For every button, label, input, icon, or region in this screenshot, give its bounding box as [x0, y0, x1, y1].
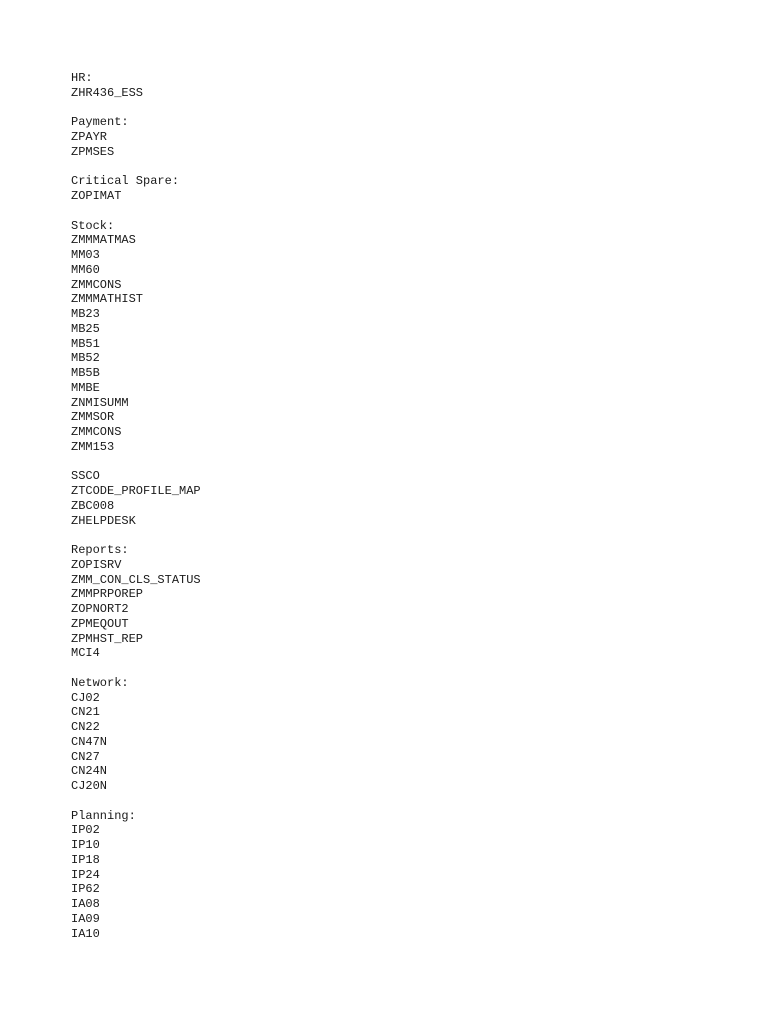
tcode-item: MCI4: [71, 646, 100, 661]
section-heading: Payment:: [71, 115, 129, 130]
document-page: [71, 71, 711, 956]
tcode-item: ZMMMATHIST: [71, 292, 144, 307]
tcode-item: ZPMEQOUT: [71, 616, 129, 631]
tcode-item: ZNMISUMM: [71, 395, 129, 410]
section-ssco: [71, 469, 711, 528]
tcode-item: IA08: [71, 897, 100, 911]
tcode-item: ZTCODE_PROFILE_MAP: [71, 484, 201, 498]
tcode-item: MMBE: [71, 380, 100, 395]
tcode-item: ZHELPDESK: [71, 513, 136, 528]
tcode-item: IP18: [71, 852, 100, 867]
tcode-item: IA09: [71, 911, 100, 926]
tcode-item: MB5B: [71, 366, 100, 380]
section-heading: Reports:: [71, 543, 129, 557]
tcode-item: IP62: [71, 882, 100, 897]
tcode-item: ZOPNORT2: [71, 602, 129, 616]
tcode-item: ZMM_CON_CLS_STATUS: [71, 572, 201, 587]
tcode-item: CN24N: [71, 764, 108, 779]
section-heading: HR:: [71, 71, 93, 85]
tcode-item: CJ02: [71, 690, 100, 705]
tcode-item: IP02: [71, 823, 100, 838]
section-hr: [71, 71, 711, 101]
tcode-item: ZMMSOR: [71, 410, 115, 425]
tcode-item: ZBC008: [71, 498, 115, 513]
section-heading: Planning:: [71, 808, 136, 823]
tcode-item: ZOPIMAT: [71, 189, 122, 203]
tcode-item: ZMMPRPOREP: [71, 587, 144, 602]
tcode-item: ZPMHST_REP: [71, 631, 144, 646]
section-stock: [71, 219, 711, 455]
section-planning: [71, 809, 711, 942]
section-reports: [71, 543, 711, 661]
section-critical-spare: [71, 174, 711, 204]
tcode-item: ZPMSES: [71, 144, 115, 159]
section-heading: SSCO: [71, 469, 100, 484]
tcode-item: ZMMCONS: [71, 277, 122, 292]
tcode-item: CN27: [71, 749, 100, 764]
section-heading: Stock:: [71, 218, 115, 233]
tcode-item: ZMMCONS: [71, 425, 122, 439]
tcode-item: CN21: [71, 705, 100, 720]
section-payment: [71, 115, 711, 159]
tcode-item: MB23: [71, 307, 100, 321]
section-heading: Network:: [71, 675, 129, 690]
section-heading: Critical Spare:: [71, 174, 180, 189]
tcode-item: IP10: [71, 838, 100, 852]
tcode-item: IA10: [71, 926, 100, 941]
tcode-item: CN47N: [71, 734, 108, 749]
tcode-item: CN22: [71, 720, 100, 734]
tcode-item: ZMMMATMAS: [71, 233, 136, 248]
tcode-item: ZHR436_ESS: [71, 85, 144, 100]
tcode-item: MM03: [71, 248, 100, 262]
tcode-item: MB51: [71, 336, 100, 351]
tcode-item: ZPAYR: [71, 130, 108, 144]
tcode-item: IP24: [71, 867, 100, 882]
tcode-item: CJ20N: [71, 779, 108, 793]
tcode-item: ZMM153: [71, 439, 115, 454]
tcode-item: ZOPISRV: [71, 557, 122, 572]
tcode-item: MM60: [71, 262, 100, 277]
tcode-item: MB52: [71, 351, 100, 366]
tcode-item: MB25: [71, 321, 100, 336]
section-network: [71, 676, 711, 794]
